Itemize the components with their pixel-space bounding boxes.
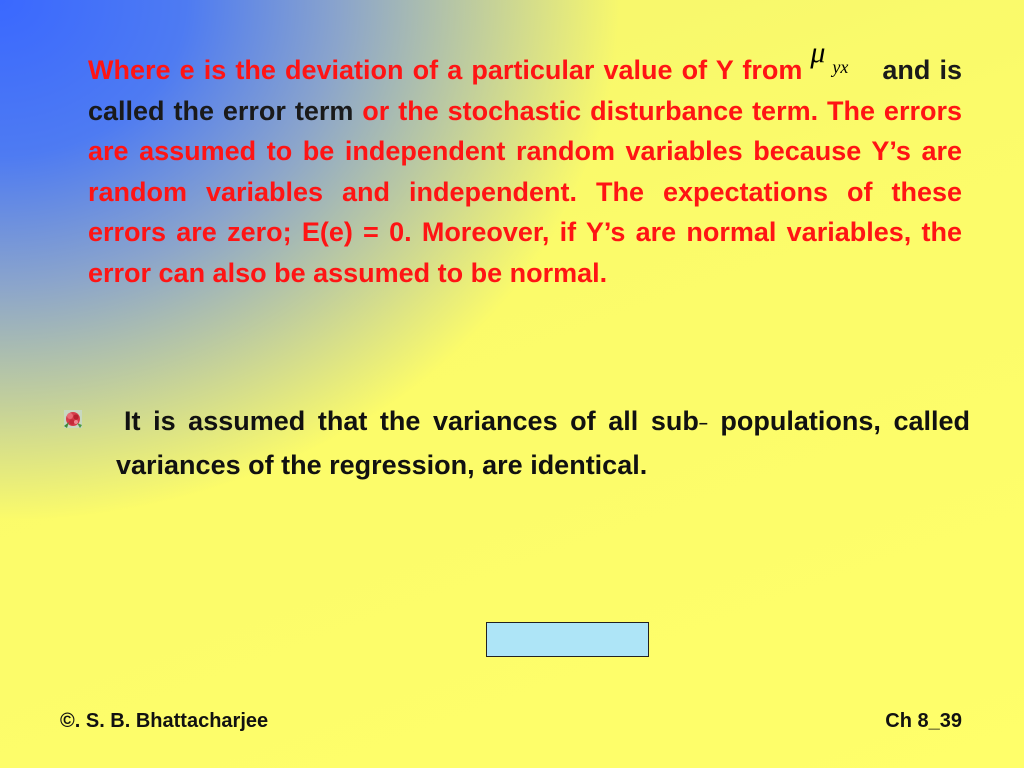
flower-bullet-icon bbox=[64, 410, 82, 428]
blue-box bbox=[486, 622, 649, 657]
bullet-dash: – bbox=[698, 415, 708, 432]
main-paragraph bbox=[88, 36, 963, 293]
mu-yx-formula bbox=[802, 36, 882, 79]
paragraph-part2: and is called the error term bbox=[88, 55, 963, 126]
mu-subscript: yx bbox=[832, 57, 849, 77]
mu-symbol: μ bbox=[810, 36, 826, 69]
paragraph-part3: or the stochastic disturbance term. The errors are assumed to be independent random variables because Y’s are random variables and independent. The expectations of these errors are zero; E(e) = 0. Moreover, if Y’s are normal variables, the error can also be assumed to be normal. bbox=[88, 95, 962, 288]
bullet-text-a: It is assumed that the variances of all sub bbox=[124, 406, 699, 436]
paragraph-part1: Where e is the deviation of a particular value of Y from bbox=[88, 55, 803, 85]
bullet-text bbox=[116, 401, 970, 485]
footer-copyright: ©. S. B. Bhattacharjee bbox=[60, 710, 269, 732]
footer-slide-number: Ch 8_39 bbox=[885, 710, 962, 732]
bullet-text-b: populations, called variances of the regression, are identical. bbox=[116, 406, 970, 480]
